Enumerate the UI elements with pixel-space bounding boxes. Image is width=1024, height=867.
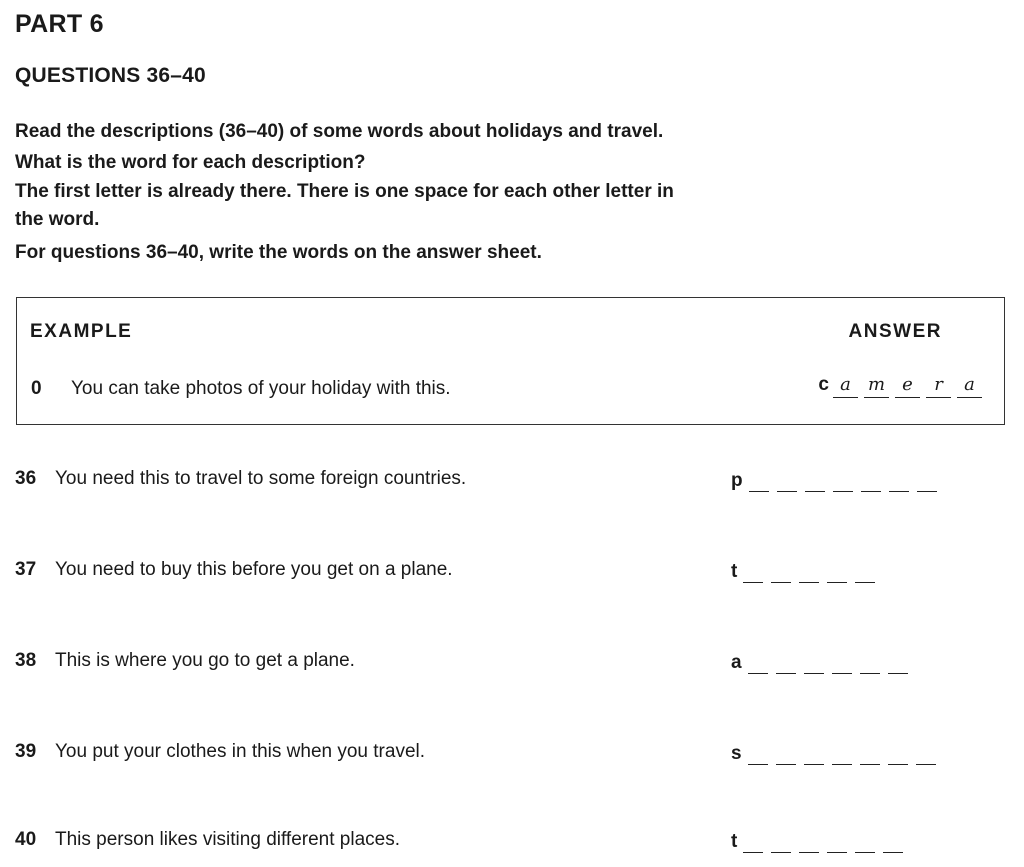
example-answer-letter: r	[926, 373, 951, 398]
answer-blanks[interactable]	[731, 741, 944, 765]
first-letter: p	[731, 470, 743, 491]
example-number: 0	[31, 378, 42, 399]
question-text: You put your clothes in this when you travel.	[55, 741, 426, 762]
question-item	[15, 468, 995, 498]
answer-label: ANSWER	[848, 321, 942, 342]
answer-blanks[interactable]	[731, 650, 916, 674]
letter-blank[interactable]	[917, 479, 937, 492]
questions-title: QUESTIONS 36–40	[15, 64, 206, 87]
letter-blank[interactable]	[860, 661, 880, 674]
answer-blanks[interactable]	[731, 829, 911, 853]
example-answer	[818, 372, 982, 398]
letter-blank[interactable]	[771, 840, 791, 853]
letter-blank[interactable]	[799, 840, 819, 853]
instruction-line: The first letter is already there. There is one space for each other letter in	[15, 181, 674, 202]
letter-blank[interactable]	[804, 661, 824, 674]
question-text: You need to buy this before you get on a plane.	[55, 559, 453, 580]
instruction-line: What is the word for each description?	[15, 152, 366, 173]
instructions	[15, 116, 855, 268]
letter-blank[interactable]	[827, 840, 847, 853]
instruction-line: the word.	[15, 209, 100, 230]
example-first-letter: c	[818, 374, 829, 395]
instruction-line: Read the descriptions (36–40) of some words about holidays and travel.	[15, 121, 664, 142]
letter-blank[interactable]	[804, 752, 824, 765]
letter-blank[interactable]	[743, 840, 763, 853]
letter-blank[interactable]	[805, 479, 825, 492]
question-number: 39	[15, 741, 37, 762]
letter-blank[interactable]	[776, 661, 796, 674]
question-number: 38	[15, 650, 37, 671]
letter-blank[interactable]	[832, 752, 852, 765]
question-number: 40	[15, 829, 37, 850]
letter-blank[interactable]	[827, 570, 847, 583]
letter-blank[interactable]	[861, 479, 881, 492]
letter-blank[interactable]	[799, 570, 819, 583]
letter-blank[interactable]	[743, 570, 763, 583]
question-text: This person likes visiting different places.	[55, 829, 400, 850]
letter-blank[interactable]	[771, 570, 791, 583]
example-label: EXAMPLE	[30, 321, 133, 342]
letter-blank[interactable]	[748, 752, 768, 765]
answer-blanks[interactable]	[731, 559, 883, 583]
letter-blank[interactable]	[855, 840, 875, 853]
part-title: PART 6	[15, 10, 104, 38]
first-letter: s	[731, 743, 742, 764]
letter-blank[interactable]	[860, 752, 880, 765]
example-text: You can take photos of your holiday with this.	[71, 378, 451, 399]
letter-blank[interactable]	[776, 752, 796, 765]
answer-blanks[interactable]	[731, 468, 945, 492]
first-letter: t	[731, 831, 738, 852]
question-item	[15, 559, 995, 589]
question-item	[15, 741, 995, 771]
letter-blank[interactable]	[833, 479, 853, 492]
instruction-line: For questions 36–40, write the words on the answer sheet.	[15, 242, 542, 263]
letter-blank[interactable]	[748, 661, 768, 674]
question-text: This is where you go to get a plane.	[55, 650, 355, 671]
example-answer-letter: e	[895, 373, 920, 398]
letter-blank[interactable]	[883, 840, 903, 853]
letter-blank[interactable]	[888, 752, 908, 765]
question-number: 36	[15, 468, 37, 489]
example-answer-letter: a	[833, 373, 858, 398]
letter-blank[interactable]	[832, 661, 852, 674]
question-text: You need this to travel to some foreign countries.	[55, 468, 467, 489]
letter-blank[interactable]	[855, 570, 875, 583]
letter-blank[interactable]	[749, 479, 769, 492]
letter-blank[interactable]	[888, 661, 908, 674]
letter-blank[interactable]	[916, 752, 936, 765]
first-letter: a	[731, 652, 742, 673]
question-number: 37	[15, 559, 37, 580]
example-box	[16, 297, 1005, 425]
example-answer-letter: a	[957, 373, 982, 398]
question-item	[15, 829, 995, 859]
letter-blank[interactable]	[777, 479, 797, 492]
question-item	[15, 650, 995, 680]
first-letter: t	[731, 561, 738, 582]
letter-blank[interactable]	[889, 479, 909, 492]
example-answer-letter: m	[864, 373, 889, 398]
